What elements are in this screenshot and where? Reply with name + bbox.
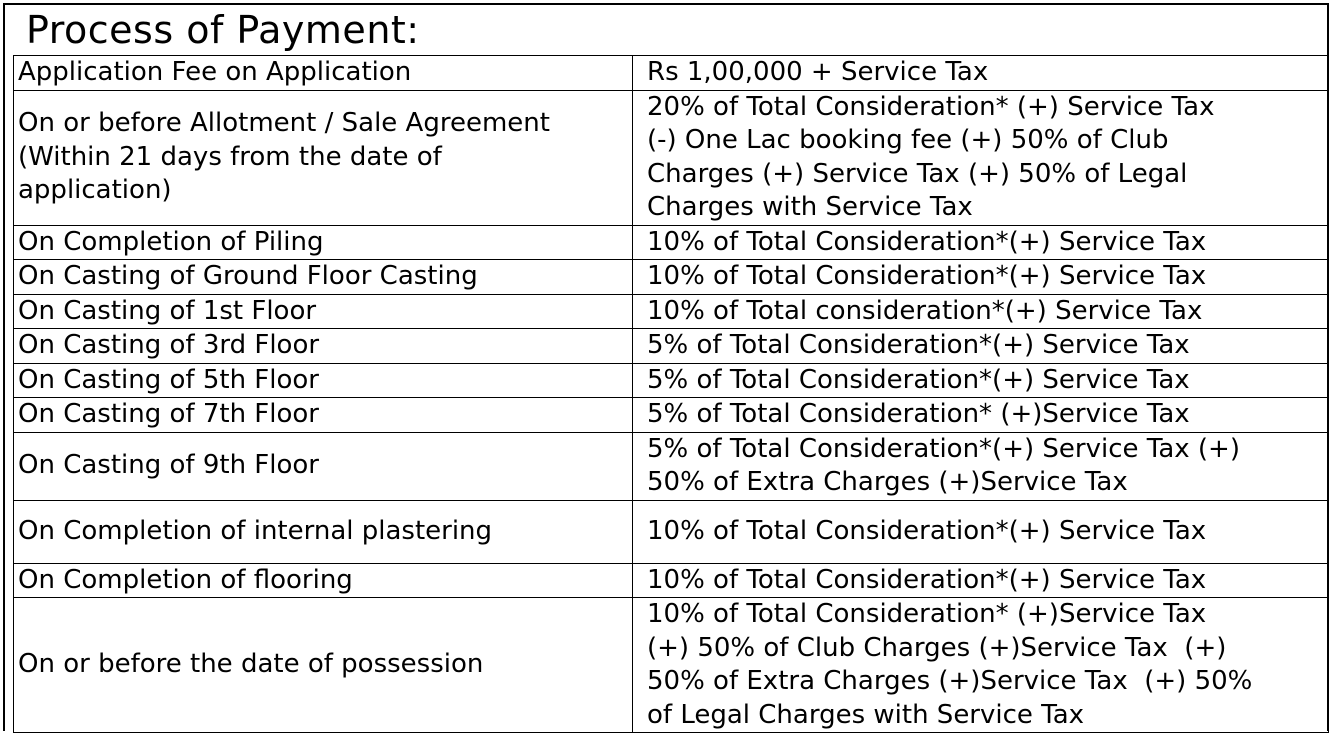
table-row [14,598,1329,733]
stage-cell: On Casting of 3rd Floor [14,329,633,364]
table-row [14,90,1329,225]
table-row [14,432,1329,500]
stage-cell: On Completion of flooring [14,563,633,598]
table-row [14,56,1329,91]
stage-cell: On Casting of 9th Floor [14,432,633,500]
amount-cell: 10% of Total consideration*(+) Service Tax [633,294,1329,329]
table-row [14,398,1329,433]
amount-cell: 10% of Total Consideration*(+) Service Tax [633,260,1329,295]
amount-cell: 10% of Total Consideration*(+) Service Tax [633,563,1329,598]
amount-cell: 10% of Total Consideration*(+) Service Tax [633,500,1329,563]
amount-cell: Rs 1,00,000 + Service Tax [633,56,1329,91]
table-row [14,329,1329,364]
stage-cell: Application Fee on Application [14,56,633,91]
table-row [14,260,1329,295]
table-row [14,225,1329,260]
stage-cell: On Completion of internal plastering [14,500,633,563]
stage-cell: On Completion of Piling [14,225,633,260]
table-row [14,294,1329,329]
amount-cell: 10% of Total Consideration*(+) Service Tax [633,225,1329,260]
stage-cell: On Casting of 5th Floor [14,363,633,398]
stage-cell: On Casting of 1st Floor [14,294,633,329]
stage-cell: On Casting of 7th Floor [14,398,633,433]
amount-cell: 5% of Total Consideration*(+) Service Tax (+) 50% of Extra Charges (+)Service Tax [633,432,1329,500]
table-row [14,563,1329,598]
amount-cell: 20% of Total Consideration* (+) Service Tax (-) One Lac booking fee (+) 50% of Club Charges (+) Service Tax (+) 50% of Legal Charges with Service Tax [633,90,1329,225]
page-title: Process of Payment: [26,8,420,52]
stage-cell: On or before the date of possession [14,598,633,733]
amount-cell: 10% of Total Consideration* (+)Service Tax (+) 50% of Club Charges (+)Service Tax (+) 50% of Extra Charges (+)Service Tax (+) 50% of Legal Charges with Service Tax [633,598,1329,733]
amount-cell: 5% of Total Consideration* (+)Service Tax [633,398,1329,433]
stage-cell: On Casting of Ground Floor Casting [14,260,633,295]
table-row [14,363,1329,398]
stage-cell: On or before Allotment / Sale Agreement (Within 21 days from the date of application) [14,90,633,225]
payment-schedule-table [13,55,1329,733]
amount-cell: 5% of Total Consideration*(+) Service Tax [633,363,1329,398]
amount-cell: 5% of Total Consideration*(+) Service Tax [633,329,1329,364]
table-row [14,500,1329,563]
